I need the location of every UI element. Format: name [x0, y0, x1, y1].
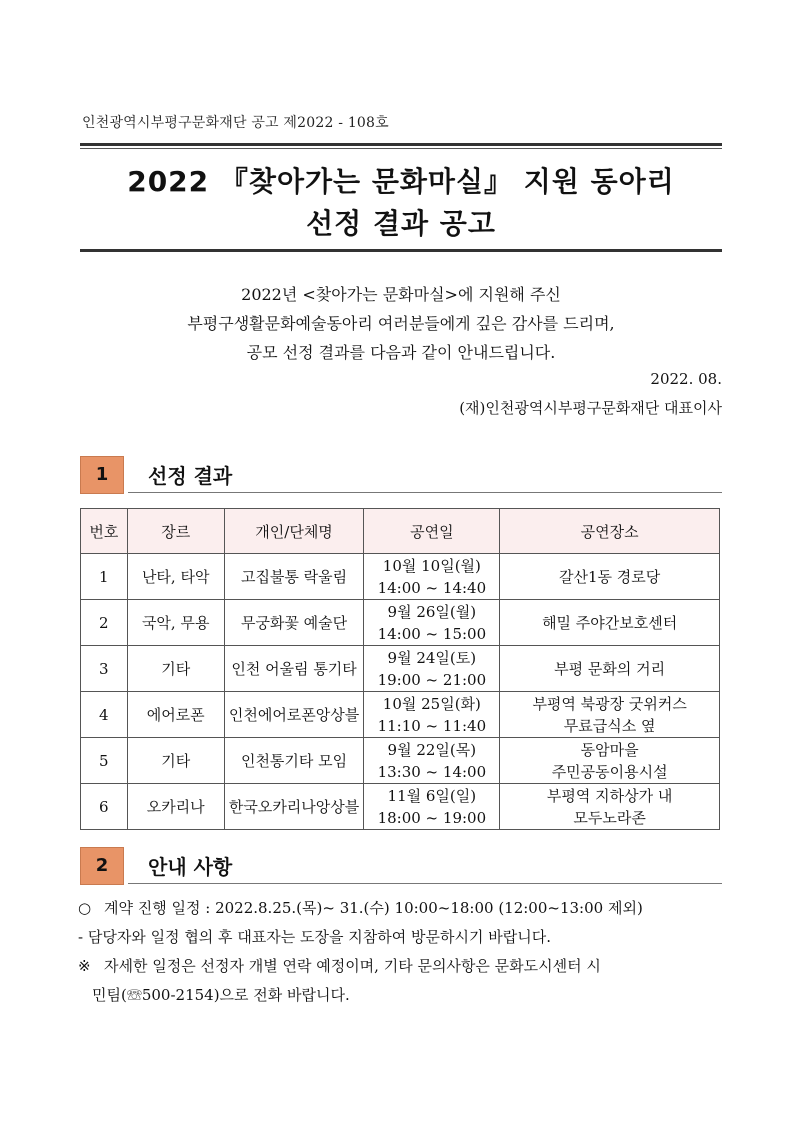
cell-place-line1: 갈산1동 경로당: [559, 567, 661, 586]
notice-date: 2022. 08.: [650, 370, 722, 388]
reference-mark-icon: ※: [78, 957, 91, 975]
section-number-badge: 1: [80, 456, 124, 494]
table-row: [81, 554, 720, 600]
title-bottom-rule: [80, 249, 722, 252]
cell-name: 한국오카리나앙상블: [224, 784, 364, 830]
table-row: [81, 738, 720, 784]
cell-genre: 난타, 타악: [127, 554, 224, 600]
section-title: 선정 결과: [148, 464, 233, 488]
page-title-line1: 2022 『찾아가는 문화마실』 지원 동아리: [127, 165, 675, 198]
cell-date-day: 11월 6일(일): [387, 786, 477, 805]
intro-line-2: 부평구생활문화예술동아리 여러분들에게 깊은 감사를 드리며,: [187, 314, 615, 333]
cell-place-line1: 부평역 북광장 굿위커스: [532, 694, 687, 713]
cell-name: 무궁화꽃 예술단: [224, 600, 364, 646]
cell-number: 6: [81, 784, 128, 830]
cell-number: 2: [81, 600, 128, 646]
cell-place: [500, 554, 720, 600]
cell-place-line2: 모두노라존: [573, 808, 646, 827]
header-date: 공연일: [364, 509, 500, 554]
cell-number: 5: [81, 738, 128, 784]
cell-date: [364, 692, 500, 738]
title-top-rule: [80, 143, 722, 146]
cell-date-time: 18:00 ~ 19:00: [377, 808, 487, 827]
results-table: [80, 508, 720, 830]
cell-genre: 기타: [127, 646, 224, 692]
cell-name: 인천 어울림 통기타: [224, 646, 364, 692]
section-title: 안내 사항: [148, 855, 233, 879]
cell-name: 고집불통 락울림: [224, 554, 364, 600]
cell-date-day: 9월 24일(토): [387, 648, 477, 667]
cell-date-day: 9월 22일(목): [387, 740, 477, 759]
section-number-badge: 2: [80, 847, 124, 885]
note-text: 계약 진행 일정 : 2022.8.25.(목)~ 31.(수) 10:00~18:00 (12:00~13:00 제외): [104, 899, 643, 917]
header-genre: 장르: [127, 509, 224, 554]
cell-genre: 오카리나: [127, 784, 224, 830]
cell-place-line1: 부평역 지하상가 내: [546, 786, 673, 805]
cell-date-day: 10월 25일(화): [382, 694, 481, 713]
signer: (재)인천광역시부평구문화재단 대표이사: [459, 399, 722, 417]
cell-number: 3: [81, 646, 128, 692]
cell-place-line1: 부평 문화의 거리: [554, 659, 666, 678]
note-contact: [78, 952, 728, 981]
cell-date: [364, 646, 500, 692]
title-top-thin-rule: [80, 148, 722, 149]
cell-place-line1: 동암마을: [580, 740, 639, 759]
cell-date-time: 14:00 ~ 15:00: [377, 624, 487, 643]
table-row: [81, 600, 720, 646]
section-underline: [128, 492, 722, 493]
circle-bullet-icon: ○: [78, 899, 92, 917]
cell-number: 4: [81, 692, 128, 738]
table-row: [81, 692, 720, 738]
cell-name: 인천통기타 모임: [224, 738, 364, 784]
cell-number: 1: [81, 554, 128, 600]
cell-genre: 국악, 무용: [127, 600, 224, 646]
cell-date: [364, 784, 500, 830]
cell-date: [364, 554, 500, 600]
intro-line-3: 공모 선정 결과를 다음과 같이 안내드립니다.: [246, 343, 556, 362]
note-contract-schedule: [78, 894, 728, 923]
header-place: 공연장소: [500, 509, 720, 554]
cell-place-line1: 해밀 주야간보호센터: [542, 613, 678, 632]
cell-date-time: 11:10 ~ 11:40: [377, 716, 487, 735]
note-visit-instruction: [78, 923, 728, 952]
intro-paragraph: [80, 280, 722, 367]
cell-date: [364, 738, 500, 784]
table-row: [81, 784, 720, 830]
cell-date-time: 14:00 ~ 14:40: [377, 578, 487, 597]
cell-place: [500, 646, 720, 692]
notice-number: 인천광역시부평구문화재단 공고 제2022 - 108호: [82, 115, 389, 131]
note-text: 민팀(☏500-2154)으로 전화 바랍니다.: [92, 986, 350, 1004]
note-text: - 담당자와 일정 협의 후 대표자는 도장을 지참하여 방문하시기 바랍니다.: [78, 928, 551, 946]
cell-date-time: 19:00 ~ 21:00: [377, 670, 487, 689]
table-header-row: [81, 509, 720, 554]
cell-date-day: 10월 10일(월): [382, 556, 481, 575]
page-title-line2: 선정 결과 공고: [306, 207, 496, 240]
section-heading-notes: [80, 847, 722, 885]
cell-place: [500, 784, 720, 830]
cell-place: [500, 692, 720, 738]
cell-place-line2: 주민공동이용시설: [551, 762, 668, 781]
note-contact-continued: [78, 981, 728, 1010]
cell-genre: 에어로폰: [127, 692, 224, 738]
cell-name: 인천에어로폰앙상블: [224, 692, 364, 738]
table-row: [81, 646, 720, 692]
cell-date: [364, 600, 500, 646]
header-number: 번호: [81, 509, 128, 554]
cell-date-day: 9월 26일(월): [387, 602, 477, 621]
section-underline: [128, 883, 722, 884]
cell-place: [500, 738, 720, 784]
cell-place-line2: 무료급식소 옆: [563, 716, 656, 735]
cell-genre: 기타: [127, 738, 224, 784]
intro-line-1: 2022년 <찾아가는 문화마실>에 지원해 주신: [241, 285, 561, 304]
cell-date-time: 13:30 ~ 14:00: [377, 762, 487, 781]
cell-place: [500, 600, 720, 646]
notes-list: [78, 894, 728, 1010]
section-heading-results: [80, 456, 722, 494]
header-name: 개인/단체명: [224, 509, 364, 554]
note-text: 자세한 일정은 선정자 개별 연락 예정이며, 기타 문의사항은 문화도시센터 시: [104, 957, 601, 975]
